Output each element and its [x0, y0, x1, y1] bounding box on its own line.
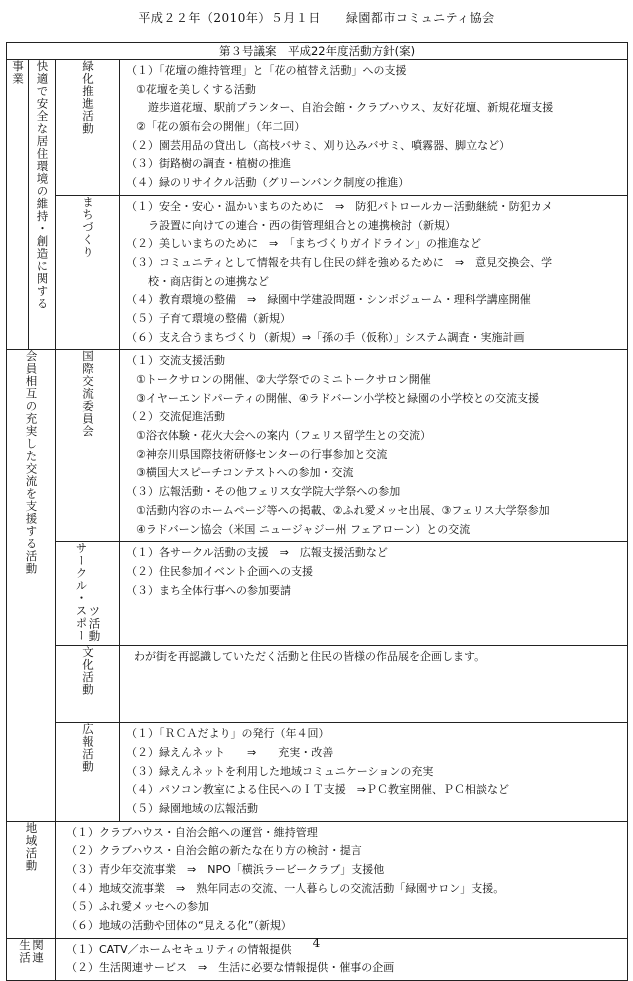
category-kaiin: 会員相互の充実した交流を支援する活動 [7, 350, 56, 821]
sub-kokusai: 国際交流委員会 [56, 350, 120, 542]
list-item: （５）子育て環境の整備（新規） [126, 311, 291, 325]
list-item: （５）ふれ愛メッセへの参加 [66, 900, 209, 914]
content-chiiki [56, 821, 628, 938]
list-item: （１）「ＲＣＡだより」の発行（年４回） [126, 727, 330, 741]
sub-koho: 広報活動 [56, 723, 120, 821]
list-item: （４）パソコン教室による住民へのＩＴ支援 ⇒ＰＣ教室開催、ＰＣ相談など [126, 783, 509, 797]
content-bunka [120, 646, 628, 723]
list-item: ①花壇を美しくする活動 [136, 82, 256, 96]
list-item: （２）住民参加イベント企画への支援 [126, 564, 313, 578]
content-koho [120, 723, 628, 821]
sub-circle: サークル・スポーツ活動 [56, 542, 120, 646]
list-item: ②神奈川県国際技術研修センターの行事参加と交流 [136, 447, 388, 461]
list-item: （１）クラブハウス・自治会館への運営・維持管理 [66, 825, 318, 839]
list-item: （３）青少年交流事業 ⇒ NPO「横浜ラービークラブ」支援他 [66, 863, 385, 876]
list-item: （２）美しいまちのために ⇒ 「まちづくりガイドライン」の推進など [126, 237, 481, 251]
table-title-row [7, 43, 628, 60]
table-row [7, 723, 628, 821]
list-item: （３）コミュニティとして情報を共有し住民の絆を強めるために ⇒ 意見交換会、学 [126, 255, 553, 269]
list-item: （２）交流促進活動 [126, 410, 225, 424]
page-header: 平成２２年（2010年）５月１日 緑園都市コミュニティ協会 [138, 11, 495, 25]
content-circle [120, 542, 628, 646]
sub-bunka: 文化活動 [56, 646, 120, 723]
list-item: （２）園芸用品の貸出し（高枝バサミ、刈り込みバサミ、噴霧器、脚立など） [126, 138, 511, 152]
list-item: （４）教育環境の整備 ⇒ 緑園中学建設問題・シンポジューム・理科学講座開催 [126, 293, 531, 307]
list-item: （２）クラブハウス・自治会館の新たな在り方の検討・提言 [66, 844, 362, 858]
list-item: （３）街路樹の調査・植樹の推進 [126, 157, 291, 171]
table-row [7, 646, 628, 723]
activity-plan-table [6, 42, 628, 981]
list-item: ①トークサロンの開催、②大学祭でのミニトークサロン開催 [136, 373, 431, 386]
list-item: わが街を再認識していただく活動と住民の皆様の作品展を企画します。 [134, 650, 486, 664]
content-kokusai [120, 350, 628, 542]
table-title: 第３号議案 平成22年度活動方針(案) [7, 43, 628, 60]
category-seikatsu: 生活関連 [7, 938, 56, 980]
list-item: （６）支え合うまちづくり（新規）⇒「孫の手（仮称）」システム調査・実施計画 [126, 330, 525, 344]
list-item: （５）緑園地域の広報活動 [126, 801, 258, 815]
list-item: ③横国大スピーチコンテストへの参加・交流 [136, 466, 354, 480]
content-machi [120, 195, 628, 350]
list-item: ①活動内容のホームページ等への掲載、②ふれ愛メッセ出展、③フェリス大学祭参加 [136, 503, 550, 517]
list-item: （３）広報活動・その他フェリス女学院大学祭への参加 [126, 485, 401, 499]
table-row [7, 350, 628, 542]
list-item: （３）まち全体行事への参加要請 [126, 583, 291, 597]
page-number: 4 [312, 936, 321, 950]
category-chiiki: 地域活動 [7, 821, 56, 938]
list-item: （１）CATV／ホームセキュリティの情報提供 [66, 942, 292, 956]
list-item: ②「花の頒布会の開催」（年二回） [136, 120, 306, 134]
list-item: （１）各サークル活動の支援 ⇒ 広報支援活動など [126, 546, 388, 560]
table-row [7, 60, 628, 196]
list-item: ③イヤーエンドパーティの開催、④ラドバーン小学校と緑園の小学校との交流支援 [136, 391, 540, 405]
list-item: （２）生活関連サービス ⇒ 生活に必要な情報提供・催事の企画 [66, 961, 395, 975]
sub-ryokka: 緑化推進活動 [56, 60, 120, 196]
list-item: 校・商店街との連携など [148, 274, 269, 288]
table-row [7, 542, 628, 646]
list-item: （１）交流支援活動 [126, 354, 225, 368]
list-item: ④ラドバーン協会（米国 ニュージャジー州 フェアローン）との交流 [136, 522, 471, 536]
list-item: （４）地域交流事業 ⇒ 熟年同志の交流、一人暮らしの交流活動「緑園サロン」支援。 [66, 881, 505, 895]
sub-machi: まちづくり [56, 195, 120, 350]
list-item: （１）「花壇の維持管理」と「花の植替え活動」への支援 [126, 64, 407, 77]
list-item: 遊歩道花壇、駅前プランター、自治会館・クラブハウス、友好花壇、新規花壇支援 [148, 101, 554, 115]
list-item: ①浴衣体験・花火大会への案内（フェリス留学生との交流） [136, 429, 432, 443]
content-ryokka [120, 60, 628, 196]
list-item: ラ設置に向けての連合・西の街管理組合との連携検討（新規） [148, 218, 456, 232]
list-item: （４）緑のリサイクル活動（グリーンバンク制度の推進） [126, 176, 410, 190]
list-item: （３）緑えんネットを利用した地域コミュニケーションの充実 [126, 764, 434, 778]
table-row [7, 821, 628, 938]
category-anzen: 快適で安全な居住環境の維持・創造に関する [29, 60, 56, 350]
list-item: （６）地域の活動や団体の“見える化”（新規） [66, 919, 292, 933]
category-jigyo: 事業 [7, 60, 29, 350]
list-item: （２）緑えんネット ⇒ 充実・改善 [126, 745, 334, 759]
table-row [7, 195, 628, 350]
list-item: （１）安全・安心・温かいまちのために ⇒ 防犯パトロールカー活動継続・防犯カメ [126, 199, 553, 213]
